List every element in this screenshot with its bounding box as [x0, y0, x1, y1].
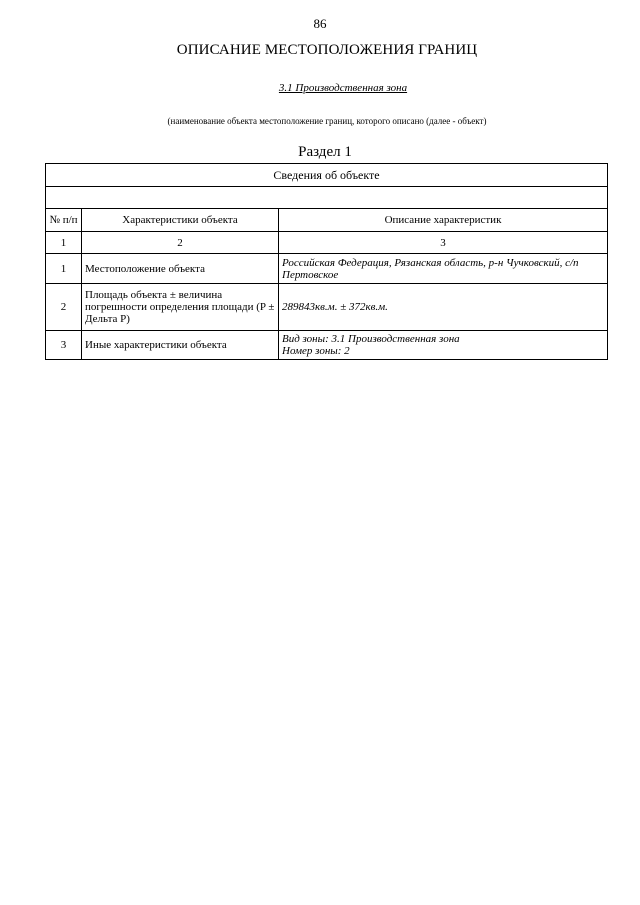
row-description: [279, 331, 608, 360]
table-row: [46, 331, 608, 360]
row-description: Российская Федерация, Рязанская область, р-н Чучковский, с/п Пертовское: [279, 254, 608, 284]
table-caption-row: [46, 164, 608, 187]
object-name-caption: (наименование объекта местоположение границ, которого описано (далее - объект): [167, 116, 487, 126]
table-row: [46, 254, 608, 284]
section-title: Раздел 1: [298, 144, 352, 160]
row-number: 1: [46, 254, 82, 284]
table-numbering-row: [46, 232, 608, 254]
header-description: Описание характеристик: [279, 209, 608, 232]
row-characteristic: Площадь объекта ± величина погрешности определения площади (P ± Дельта P): [82, 284, 279, 331]
zone-type: Вид зоны: 3.1 Производственная зона: [282, 333, 460, 345]
row-number: 3: [46, 331, 82, 360]
row-characteristic: Иные характеристики объекта: [82, 331, 279, 360]
table-caption: Сведения об объекте: [46, 164, 608, 187]
page-title: ОПИСАНИЕ МЕСТОПОЛОЖЕНИЯ ГРАНИЦ: [176, 42, 478, 58]
zone-number: Номер зоны: 2: [282, 345, 350, 357]
table-header-row: [46, 209, 608, 232]
row-characteristic: Местоположение объекта: [82, 254, 279, 284]
header-characteristic: Характеристики объекта: [82, 209, 279, 232]
page-number: 86: [313, 16, 327, 31]
row-number: 2: [46, 284, 82, 331]
object-name: 3.1 Производственная зона: [278, 82, 408, 94]
empty-cell: [46, 187, 608, 209]
header-number: № п/п: [46, 209, 82, 232]
column-number-1: 1: [46, 232, 82, 254]
table-empty-row: [46, 187, 608, 209]
column-number-2: 2: [82, 232, 279, 254]
table-row: [46, 284, 608, 331]
column-number-3: 3: [279, 232, 608, 254]
object-info-table: [45, 163, 608, 360]
row-description: 289843кв.м. ± 372кв.м.: [279, 284, 608, 331]
